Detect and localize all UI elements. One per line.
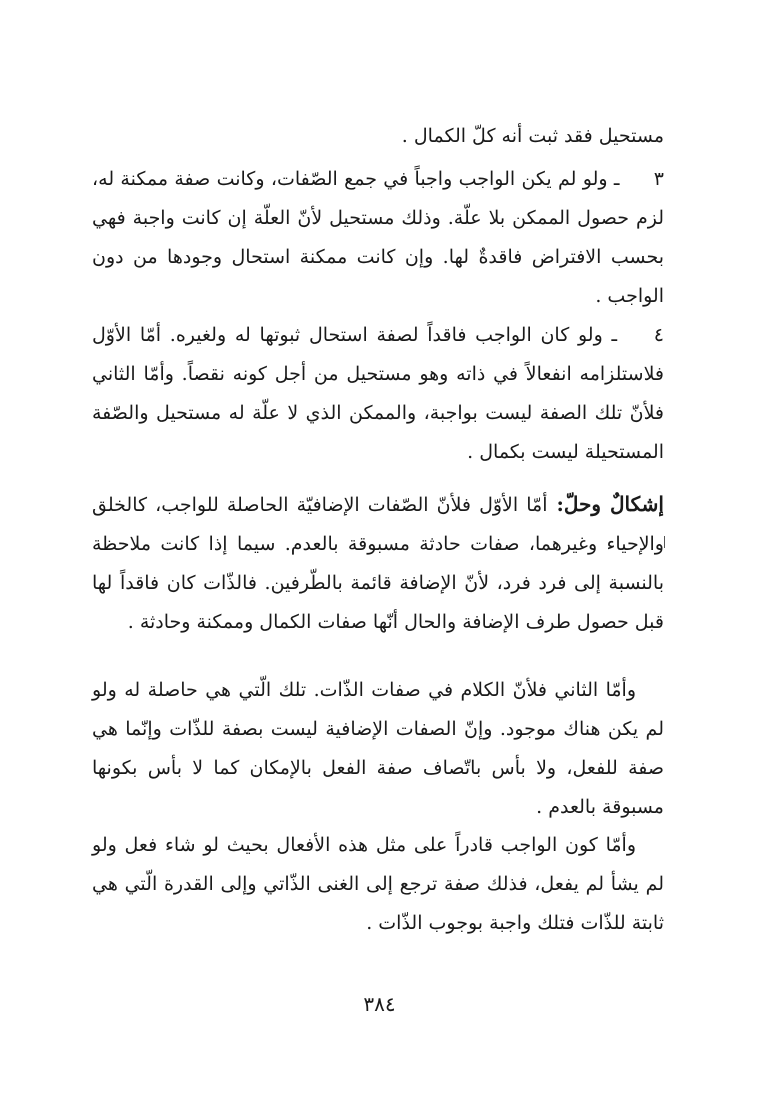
paragraph-3-text: ولو كان الواجب فاقداً لصفة استحال ثبوتها له ولغيره. أمّا الأوّل فلاستلزامه انفعالاً في ذاته وهو مستحيل من أجل كونه نقصاً. وأمّا الثاني فلأنّ تلك الصفة ليست بواجبة، والممكن الذي لا علّة له مستحيل والصّفة المستحيلة ليست بكمال . — [92, 324, 664, 463]
paragraph-3-number: ٤ ـ — [602, 324, 664, 346]
paragraph-6 — [92, 826, 664, 943]
paragraph-2-text: ولو لم يكن الواجب واجباً في جمع الصّفات، وكانت صفة ممكنة له، لزم حصول الممكن بلا علّة. وذلك مستحيل لأنّ العلّة إن كانت واجبة فهي بحسب الافتراض فاقدةٌ لها. وإن كانت ممكنة استحال وجودها من دون الواجب . — [92, 168, 664, 307]
paragraph-6-indent — [636, 834, 664, 856]
paragraph-5 — [92, 671, 664, 827]
paragraph-3-indent — [626, 324, 654, 346]
paragraph-1 — [92, 117, 664, 156]
paragraph-2-number: ٣ ـ — [607, 168, 664, 190]
paragraph-2 — [92, 160, 664, 316]
paragraph-1-text: مستحيل فقد ثبت أنه كلّ الكمال . — [401, 125, 664, 147]
paragraph-4-text: أمّا الأوّل فلأنّ الصّفات الإضافيّة الحاصلة للواجب، كالخلق والإحياء وغيرهما، صفات حادثة مسبوقة بالعدم. سيما إذا كانت ملاحظة بالنسبة إلى فرد فرد، لأنّ الإضافة قائمة بالطّرفين. فالذّات كان فاقداً لها قبل حصول طرف الإضافة والحال أنّها صفات الكمال وممكنة وحادثة . — [92, 494, 664, 633]
paragraph-2-indent — [626, 168, 654, 190]
page-number: ٣٨٤ — [363, 992, 396, 1016]
paragraph-4-heading: إشكالٌ وحلّ: — [547, 492, 664, 516]
margin-mark — [664, 536, 665, 548]
paragraph-4 — [92, 485, 664, 642]
paragraph-6-text: وأمّا كون الواجب قادراً على مثل هذه الأفعال بحيث لو شاء فعل ولو لم يشأ لم يفعل، فذلك صفة ترجع إلى الغنى الذّاتي وإلى القدرة الّتي هي ثابتة للذّات فتلك واجبة بوجوب الذّات . — [92, 834, 664, 934]
paragraph-5-indent — [636, 679, 664, 701]
paragraph-3 — [92, 316, 664, 472]
paragraph-5-text: وأمّا الثاني فلأنّ الكلام في صفات الذّات. تلك الّتي هي حاصلة له ولو لم يكن هناك موجود. وإنّ الصفات الإضافية ليست بصفة للذّات وإنّما هي صفة للفعل، ولا بأس باتّصاف صفة الفعل بالإمكان كما لا بأس بكونها مسبوقة بالعدم . — [92, 679, 664, 818]
